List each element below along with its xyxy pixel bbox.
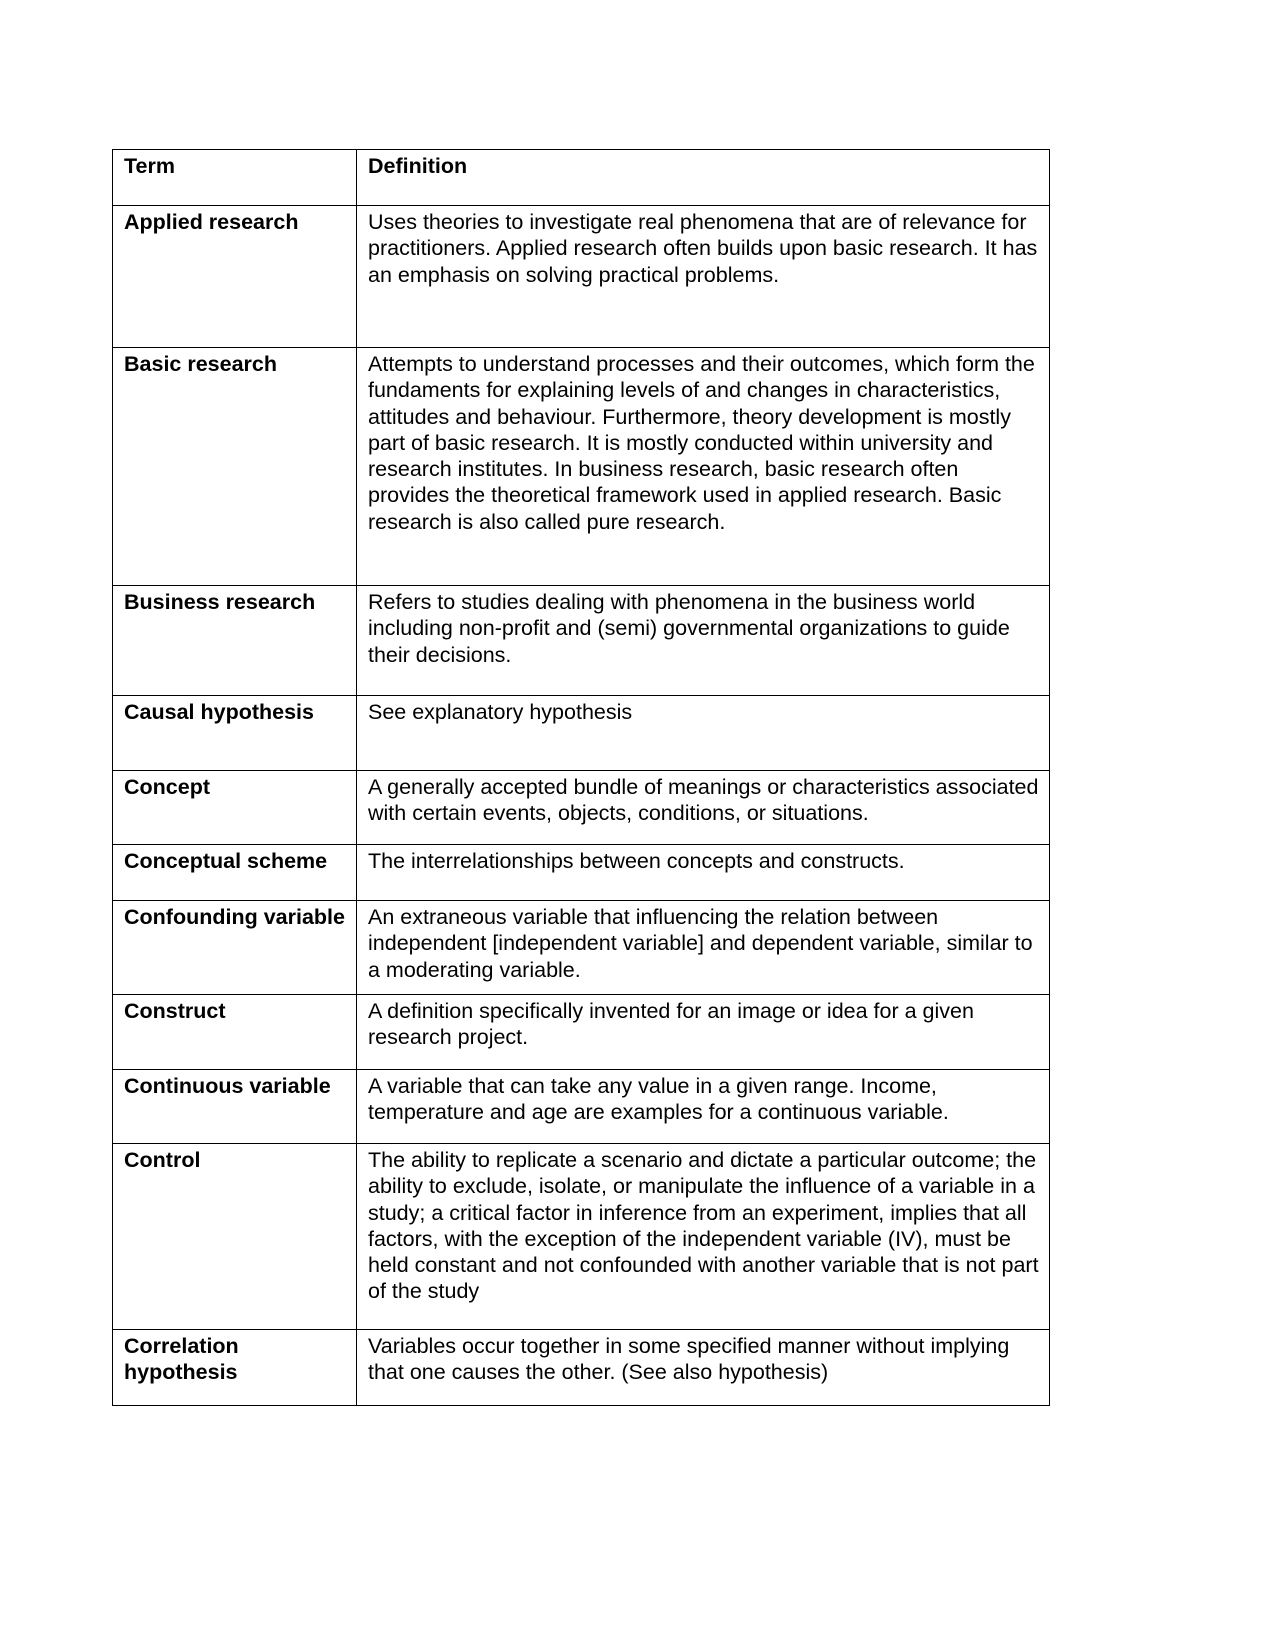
- definition-cell: Uses theories to investigate real phenomena that are of relevance for practitioners. Applied research often builds upon basic research. It has an emphasis on solving practical problems.: [357, 206, 1050, 348]
- term-cell: Confounding variable: [113, 901, 357, 995]
- term-cell: Conceptual scheme: [113, 845, 357, 901]
- table-row: [113, 771, 1050, 845]
- header-term: Term: [113, 150, 357, 206]
- definition-cell: Attempts to understand processes and their outcomes, which form the fundaments for explaining levels of and changes in characteristics, attitudes and behaviour. Furthermore, theory development is mostly part of basic research. It is mostly conducted within university and research institutes. In business research, basic research often provides the theoretical framework used in applied research. Basic research is also called pure research.: [357, 348, 1050, 586]
- definition-cell: Variables occur together in some specified manner without implying that one causes the other. (See also hypothesis): [357, 1330, 1050, 1406]
- table-row: [113, 348, 1050, 586]
- glossary-table: [112, 149, 1050, 1406]
- definition-cell: An extraneous variable that influencing the relation between independent [independent variable] and dependent variable, similar to a moderating variable.: [357, 901, 1050, 995]
- table-header-row: [113, 150, 1050, 206]
- definition-cell: See explanatory hypothesis: [357, 696, 1050, 771]
- table-row: [113, 1330, 1050, 1406]
- definition-cell: A definition specifically invented for an image or idea for a given research project.: [357, 995, 1050, 1070]
- term-cell: Continuous variable: [113, 1070, 357, 1144]
- term-cell: Correlation hypothesis: [113, 1330, 357, 1406]
- term-cell: Business research: [113, 586, 357, 696]
- term-cell: Basic research: [113, 348, 357, 586]
- term-cell: Causal hypothesis: [113, 696, 357, 771]
- term-cell: Concept: [113, 771, 357, 845]
- table-row: [113, 1144, 1050, 1330]
- term-cell: Control: [113, 1144, 357, 1330]
- table-row: [113, 206, 1050, 348]
- definition-cell: Refers to studies dealing with phenomena in the business world including non-profit and (semi) governmental organizations to guide their decisions.: [357, 586, 1050, 696]
- definition-cell: A variable that can take any value in a given range. Income, temperature and age are examples for a continuous variable.: [357, 1070, 1050, 1144]
- table-row: [113, 995, 1050, 1070]
- table-row: [113, 845, 1050, 901]
- definition-cell: The ability to replicate a scenario and dictate a particular outcome; the ability to exclude, isolate, or manipulate the influence of a variable in a study; a critical factor in inference from an experiment, implies that all factors, with the exception of the independent variable (IV), must be held constant and not confounded with another variable that is not part of the study: [357, 1144, 1050, 1330]
- definition-cell: A generally accepted bundle of meanings or characteristics associated with certain events, objects, conditions, or situations.: [357, 771, 1050, 845]
- header-definition: Definition: [357, 150, 1050, 206]
- term-cell: Construct: [113, 995, 357, 1070]
- table-row: [113, 586, 1050, 696]
- definition-cell: The interrelationships between concepts and constructs.: [357, 845, 1050, 901]
- table-row: [113, 1070, 1050, 1144]
- table-row: [113, 696, 1050, 771]
- table-row: [113, 901, 1050, 995]
- term-cell: Applied research: [113, 206, 357, 348]
